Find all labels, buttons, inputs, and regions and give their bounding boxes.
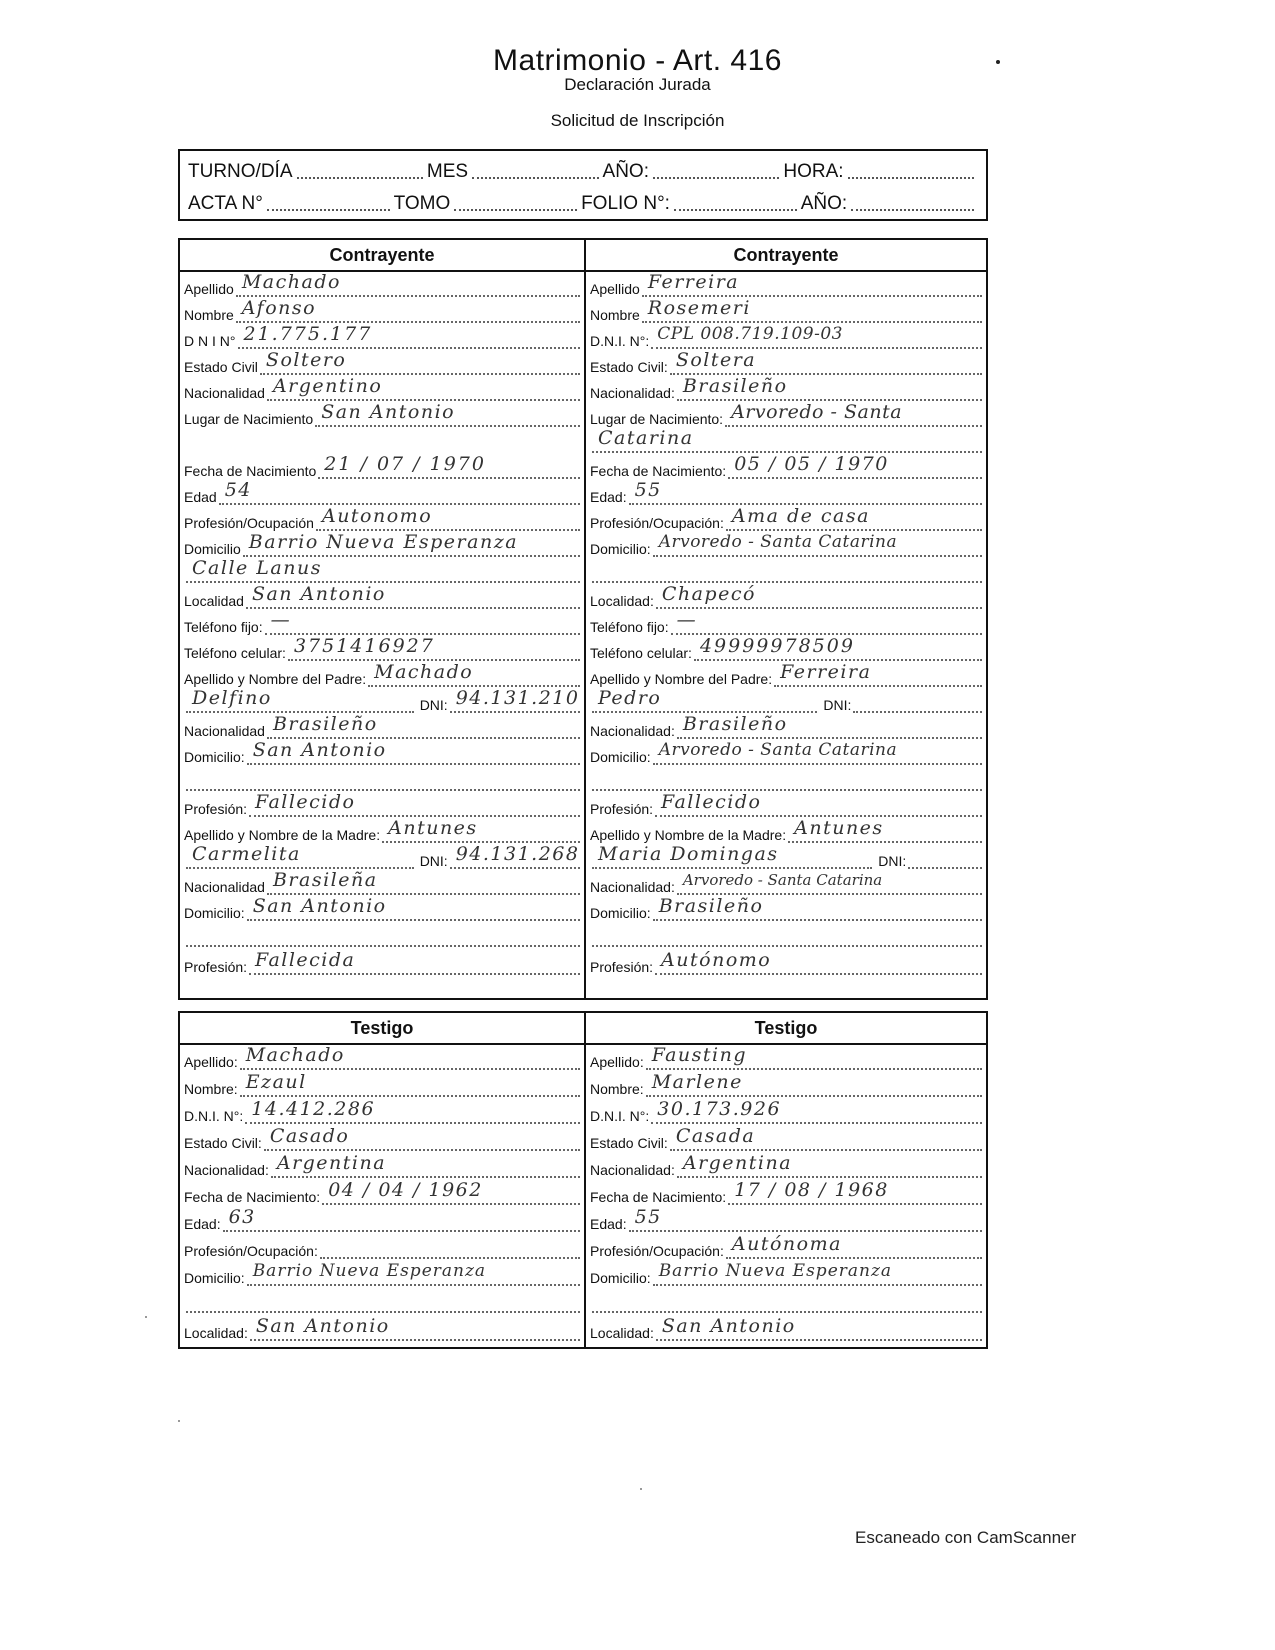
padre-nacionalidad-label: Nacionalidad xyxy=(184,723,265,739)
madre-field-2[interactable]: Maria Domingas xyxy=(592,843,872,869)
form-subtitle: Declaración Jurada xyxy=(564,75,711,94)
padre-nacionalidad-label: Nacionalidad: xyxy=(590,723,675,739)
estado-civil-field[interactable]: Soltera xyxy=(670,349,982,375)
contrayente-left xyxy=(180,240,584,998)
testigos-section xyxy=(178,1011,988,1349)
domicilio-field[interactable]: Arvoredo - Santa Catarina xyxy=(653,531,982,557)
madre-dni-field[interactable] xyxy=(908,843,982,869)
padre-field[interactable]: Machado xyxy=(368,661,580,687)
apellido-field[interactable]: Machado xyxy=(240,1044,580,1070)
localidad-field[interactable]: Chapecó xyxy=(656,583,982,609)
madre-profesion-field[interactable]: Autónomo xyxy=(655,949,982,975)
lugar-nacimiento-field-2[interactable]: Catarina xyxy=(592,427,982,453)
profesion-field[interactable]: Autónoma xyxy=(726,1233,982,1259)
telefono-celular-field[interactable]: 3751416927 xyxy=(288,635,580,661)
dni-label: D.N.I. N°: xyxy=(184,1108,244,1124)
mes-label: MES xyxy=(426,161,469,182)
apellido-label: Apellido: xyxy=(590,1054,644,1070)
padre-domicilio-field[interactable]: Arvoredo - Santa Catarina xyxy=(653,739,982,765)
nombre-field[interactable]: Afonso xyxy=(236,297,580,323)
contrayente-left-heading: Contrayente xyxy=(180,240,584,272)
lugar-nacimiento-field[interactable]: Arvoredo - Santa xyxy=(725,401,982,427)
telefono-celular-label: Teléfono celular: xyxy=(184,645,286,661)
testigo-right xyxy=(586,1013,986,1347)
dni-field[interactable]: CPL 008.719.109-03 xyxy=(651,323,982,349)
nombre-label: Nombre xyxy=(590,307,640,323)
padre-dni-group xyxy=(414,687,580,716)
profesion-label: Profesión/Ocupación xyxy=(184,515,314,531)
padre-dni-field[interactable]: 94.131.210 xyxy=(450,687,580,713)
padre-nacionalidad-field[interactable]: Brasileño xyxy=(677,713,982,739)
telefono-fijo-label: Teléfono fijo: xyxy=(184,619,263,635)
tomo-field[interactable] xyxy=(454,209,577,211)
fecha-nacimiento-field[interactable]: 17 / 08 / 1968 xyxy=(728,1179,982,1205)
domicilio-label: Domicilio: xyxy=(184,1270,245,1286)
nacionalidad-label: Nacionalidad: xyxy=(184,1162,269,1178)
profesion-label: Profesión/Ocupación: xyxy=(590,1243,724,1259)
folio-field[interactable] xyxy=(674,209,797,211)
apellido-field[interactable]: Machado xyxy=(236,271,580,297)
padre-label: Apellido y Nombre del Padre: xyxy=(184,671,367,687)
profesion-field[interactable]: Autonomo xyxy=(316,505,580,531)
padre-dni-label: DNI: xyxy=(419,697,448,713)
padre-label: Apellido y Nombre del Padre: xyxy=(590,671,773,687)
contrayente-right-heading: Contrayente xyxy=(586,240,986,272)
nombre-field[interactable]: Rosemeri xyxy=(642,297,982,323)
turno-row-2 xyxy=(188,189,978,215)
madre-field[interactable]: Antunes xyxy=(788,817,982,843)
acta-field[interactable] xyxy=(267,209,390,211)
fecha-nacimiento-label: Fecha de Nacimiento: xyxy=(590,463,727,479)
nacionalidad-field[interactable]: Brasileño xyxy=(677,375,982,401)
padre-domicilio-field-2[interactable] xyxy=(592,765,982,791)
turno-dia-field[interactable] xyxy=(297,177,423,179)
apellido-label: Apellido: xyxy=(184,1054,238,1070)
domicilio-field-2[interactable] xyxy=(592,1287,982,1313)
localidad-label: Localidad xyxy=(184,593,244,609)
domicilio-label: Domicilio xyxy=(184,541,241,557)
madre-profesion-field[interactable]: Fallecida xyxy=(249,949,580,975)
madre-nacionalidad-field[interactable]: Arvoredo - Santa Catarina xyxy=(677,869,982,895)
padre-profesion-label: Profesión: xyxy=(590,801,654,817)
nombre-label: Nombre xyxy=(184,307,234,323)
speck-mark xyxy=(640,1488,642,1490)
apellido-label: Apellido xyxy=(184,281,234,297)
turno-box xyxy=(178,149,988,221)
lugar-nacimiento-label: Lugar de Nacimiento xyxy=(184,411,314,427)
edad-field[interactable]: 63 xyxy=(223,1206,580,1232)
nacionalidad-label: Nacionalidad xyxy=(184,385,265,401)
edad-label: Edad: xyxy=(590,1216,627,1232)
madre-nacionalidad-label: Nacionalidad: xyxy=(590,879,675,895)
edad-label: Edad: xyxy=(184,1216,221,1232)
turno-dia-label: TURNO/DÍA xyxy=(188,161,293,182)
testigo-left xyxy=(180,1013,584,1347)
padre-profesion-field[interactable]: Fallecido xyxy=(655,791,982,817)
estado-civil-label: Estado Civil xyxy=(184,359,258,375)
estado-civil-field[interactable]: Soltero xyxy=(260,349,580,375)
form-title: Matrimonio - Art. 416 xyxy=(493,44,782,77)
testigo-left-heading: Testigo xyxy=(180,1013,584,1045)
padre-field-2[interactable]: Pedro xyxy=(592,687,817,713)
hora-field[interactable] xyxy=(848,177,974,179)
dni-field[interactable]: 14.412.286 xyxy=(245,1098,580,1124)
acta-label: ACTA N° xyxy=(188,193,263,214)
contrayentes-section xyxy=(178,238,988,1000)
padre-field[interactable]: Ferreira xyxy=(774,661,982,687)
fecha-nacimiento-label: Fecha de Nacimiento: xyxy=(184,1189,321,1205)
edad-field[interactable]: 55 xyxy=(629,479,982,505)
domicilio-field-2[interactable] xyxy=(592,557,982,583)
telefono-fijo-field[interactable]: — xyxy=(671,609,982,635)
madre-domicilio-field-2[interactable] xyxy=(592,921,982,947)
dni-label: D.N.I. N°: xyxy=(590,1108,650,1124)
ano2-field[interactable] xyxy=(851,209,974,211)
apellido-label: Apellido xyxy=(590,281,640,297)
dni-field[interactable]: 21.775.177 xyxy=(238,323,581,349)
madre-domicilio-field-2[interactable] xyxy=(186,921,580,947)
ano-field[interactable] xyxy=(653,177,779,179)
padre-domicilio-field[interactable]: San Antonio xyxy=(247,739,580,765)
dni-label: D N I N° xyxy=(184,333,236,349)
madre-dni-label: DNI: xyxy=(419,853,448,869)
madre-field-2[interactable]: Carmelita xyxy=(186,843,414,869)
domicilio-field[interactable]: Barrio Nueva Esperanza xyxy=(247,1260,580,1286)
estado-civil-label: Estado Civil: xyxy=(184,1135,262,1151)
madre-domicilio-field[interactable]: Brasileño xyxy=(653,895,982,921)
telefono-celular-label: Teléfono celular: xyxy=(590,645,692,661)
padre-profesion-field[interactable]: Fallecido xyxy=(249,791,580,817)
profesion-label: Profesión/Ocupación: xyxy=(590,515,724,531)
madre-profesion-label: Profesión: xyxy=(590,959,654,975)
padre-dni-group xyxy=(817,687,982,716)
nombre-label: Nombre: xyxy=(184,1081,238,1097)
fecha-nacimiento-field[interactable]: 05 / 05 / 1970 xyxy=(728,453,982,479)
folio-label: FOLIO N°: xyxy=(581,193,670,214)
ano-label: AÑO: xyxy=(602,161,649,182)
estado-civil-label: Estado Civil: xyxy=(590,359,668,375)
madre-label: Apellido y Nombre de la Madre: xyxy=(184,827,381,843)
lugar-nacimiento-field[interactable]: San Antonio xyxy=(315,401,580,427)
domicilio-field-2[interactable]: Calle Lanus xyxy=(186,557,580,583)
madre-domicilio-label: Domicilio: xyxy=(590,905,651,921)
form-subtitle-2: Solicitud de Inscripción xyxy=(550,111,725,130)
estado-civil-field[interactable]: Casada xyxy=(670,1125,982,1151)
speck-mark xyxy=(145,1316,147,1318)
madre-field[interactable]: Antunes xyxy=(382,817,580,843)
madre-domicilio-label: Domicilio: xyxy=(184,905,245,921)
padre-field-2[interactable]: Delfino xyxy=(186,687,414,713)
nombre-label: Nombre: xyxy=(590,1081,644,1097)
profesion-label: Profesión/Ocupación: xyxy=(184,1243,318,1259)
edad-label: Edad: xyxy=(590,489,627,505)
madre-profesion-label: Profesión: xyxy=(184,959,248,975)
madre-label: Apellido y Nombre de la Madre: xyxy=(590,827,787,843)
madre-dni-label: DNI: xyxy=(878,853,907,869)
tomo-label: TOMO xyxy=(393,193,451,214)
domicilio-label: Domicilio: xyxy=(590,541,651,557)
turno-row-1 xyxy=(188,157,978,183)
profesion-field[interactable] xyxy=(320,1233,580,1259)
domicilio-field-2[interactable] xyxy=(186,1287,580,1313)
madre-dni-field[interactable]: 94.131.268 xyxy=(450,843,580,869)
contrayente-right xyxy=(586,240,986,998)
dni-label: D.N.I. N°: xyxy=(590,333,650,349)
padre-domicilio-label: Domicilio: xyxy=(590,749,651,765)
madre-nacionalidad-label: Nacionalidad xyxy=(184,879,265,895)
mes-field[interactable] xyxy=(472,177,598,179)
padre-nacionalidad-field[interactable]: Brasileño xyxy=(267,713,580,739)
nombre-field[interactable]: Marlene xyxy=(646,1071,982,1097)
telefono-fijo-field[interactable]: — xyxy=(265,609,580,635)
nacionalidad-field[interactable]: Argentina xyxy=(271,1152,580,1178)
dni-field[interactable]: 30.173.926 xyxy=(651,1098,982,1124)
padre-domicilio-label: Domicilio: xyxy=(184,749,245,765)
fecha-nacimiento-label: Fecha de Nacimiento xyxy=(184,463,317,479)
edad-label: Edad xyxy=(184,489,217,505)
madre-dni-group xyxy=(872,843,982,872)
fecha-nacimiento-field[interactable]: 04 / 04 / 1962 xyxy=(322,1179,580,1205)
localidad-field[interactable]: San Antonio xyxy=(250,1315,580,1341)
testigo-right-heading: Testigo xyxy=(586,1013,986,1045)
madre-nacionalidad-field[interactable]: Brasileña xyxy=(267,869,580,895)
telefono-celular-field[interactable]: 49999978509 xyxy=(694,635,982,661)
padre-profesion-label: Profesión: xyxy=(184,801,248,817)
nacionalidad-label: Nacionalidad: xyxy=(590,1162,675,1178)
fecha-nacimiento-field[interactable]: 21 / 07 / 1970 xyxy=(318,453,580,479)
edad-field[interactable]: 54 xyxy=(219,479,580,505)
padre-domicilio-field-2[interactable] xyxy=(186,765,580,791)
localidad-label: Localidad: xyxy=(590,593,654,609)
localidad-label: Localidad: xyxy=(590,1325,654,1341)
localidad-label: Localidad: xyxy=(184,1325,248,1341)
madre-dni-group xyxy=(414,843,580,872)
hora-label: HORA: xyxy=(783,161,844,182)
domicilio-field[interactable]: Barrio Nueva Esperanza xyxy=(243,531,580,557)
padre-dni-label: DNI: xyxy=(823,697,852,713)
nacionalidad-field[interactable]: Argentino xyxy=(267,375,580,401)
localidad-field[interactable]: San Antonio xyxy=(246,583,580,609)
apellido-field[interactable]: Fausting xyxy=(646,1044,982,1070)
apellido-field[interactable]: Ferreira xyxy=(642,271,982,297)
estado-civil-field[interactable]: Casado xyxy=(264,1125,580,1151)
lugar-nacimiento-label: Lugar de Nacimiento: xyxy=(590,411,724,427)
ano2-label: AÑO: xyxy=(800,193,848,214)
localidad-field[interactable]: San Antonio xyxy=(656,1315,982,1341)
scanner-watermark: Escaneado con CamScanner xyxy=(855,1528,1077,1547)
estado-civil-label: Estado Civil: xyxy=(590,1135,668,1151)
domicilio-label: Domicilio: xyxy=(590,1270,651,1286)
madre-domicilio-field[interactable]: San Antonio xyxy=(247,895,580,921)
fecha-nacimiento-label: Fecha de Nacimiento: xyxy=(590,1189,727,1205)
nacionalidad-label: Nacionalidad: xyxy=(590,385,675,401)
edad-field[interactable]: 55 xyxy=(629,1206,982,1232)
profesion-field[interactable]: Ama de casa xyxy=(726,505,982,531)
nombre-field[interactable]: Ezaul xyxy=(240,1071,580,1097)
nacionalidad-field[interactable]: Argentina xyxy=(677,1152,982,1178)
telefono-fijo-label: Teléfono fijo: xyxy=(590,619,669,635)
speck-mark xyxy=(178,1420,180,1422)
padre-dni-field[interactable] xyxy=(853,687,982,713)
domicilio-field[interactable]: Barrio Nueva Esperanza xyxy=(653,1260,982,1286)
